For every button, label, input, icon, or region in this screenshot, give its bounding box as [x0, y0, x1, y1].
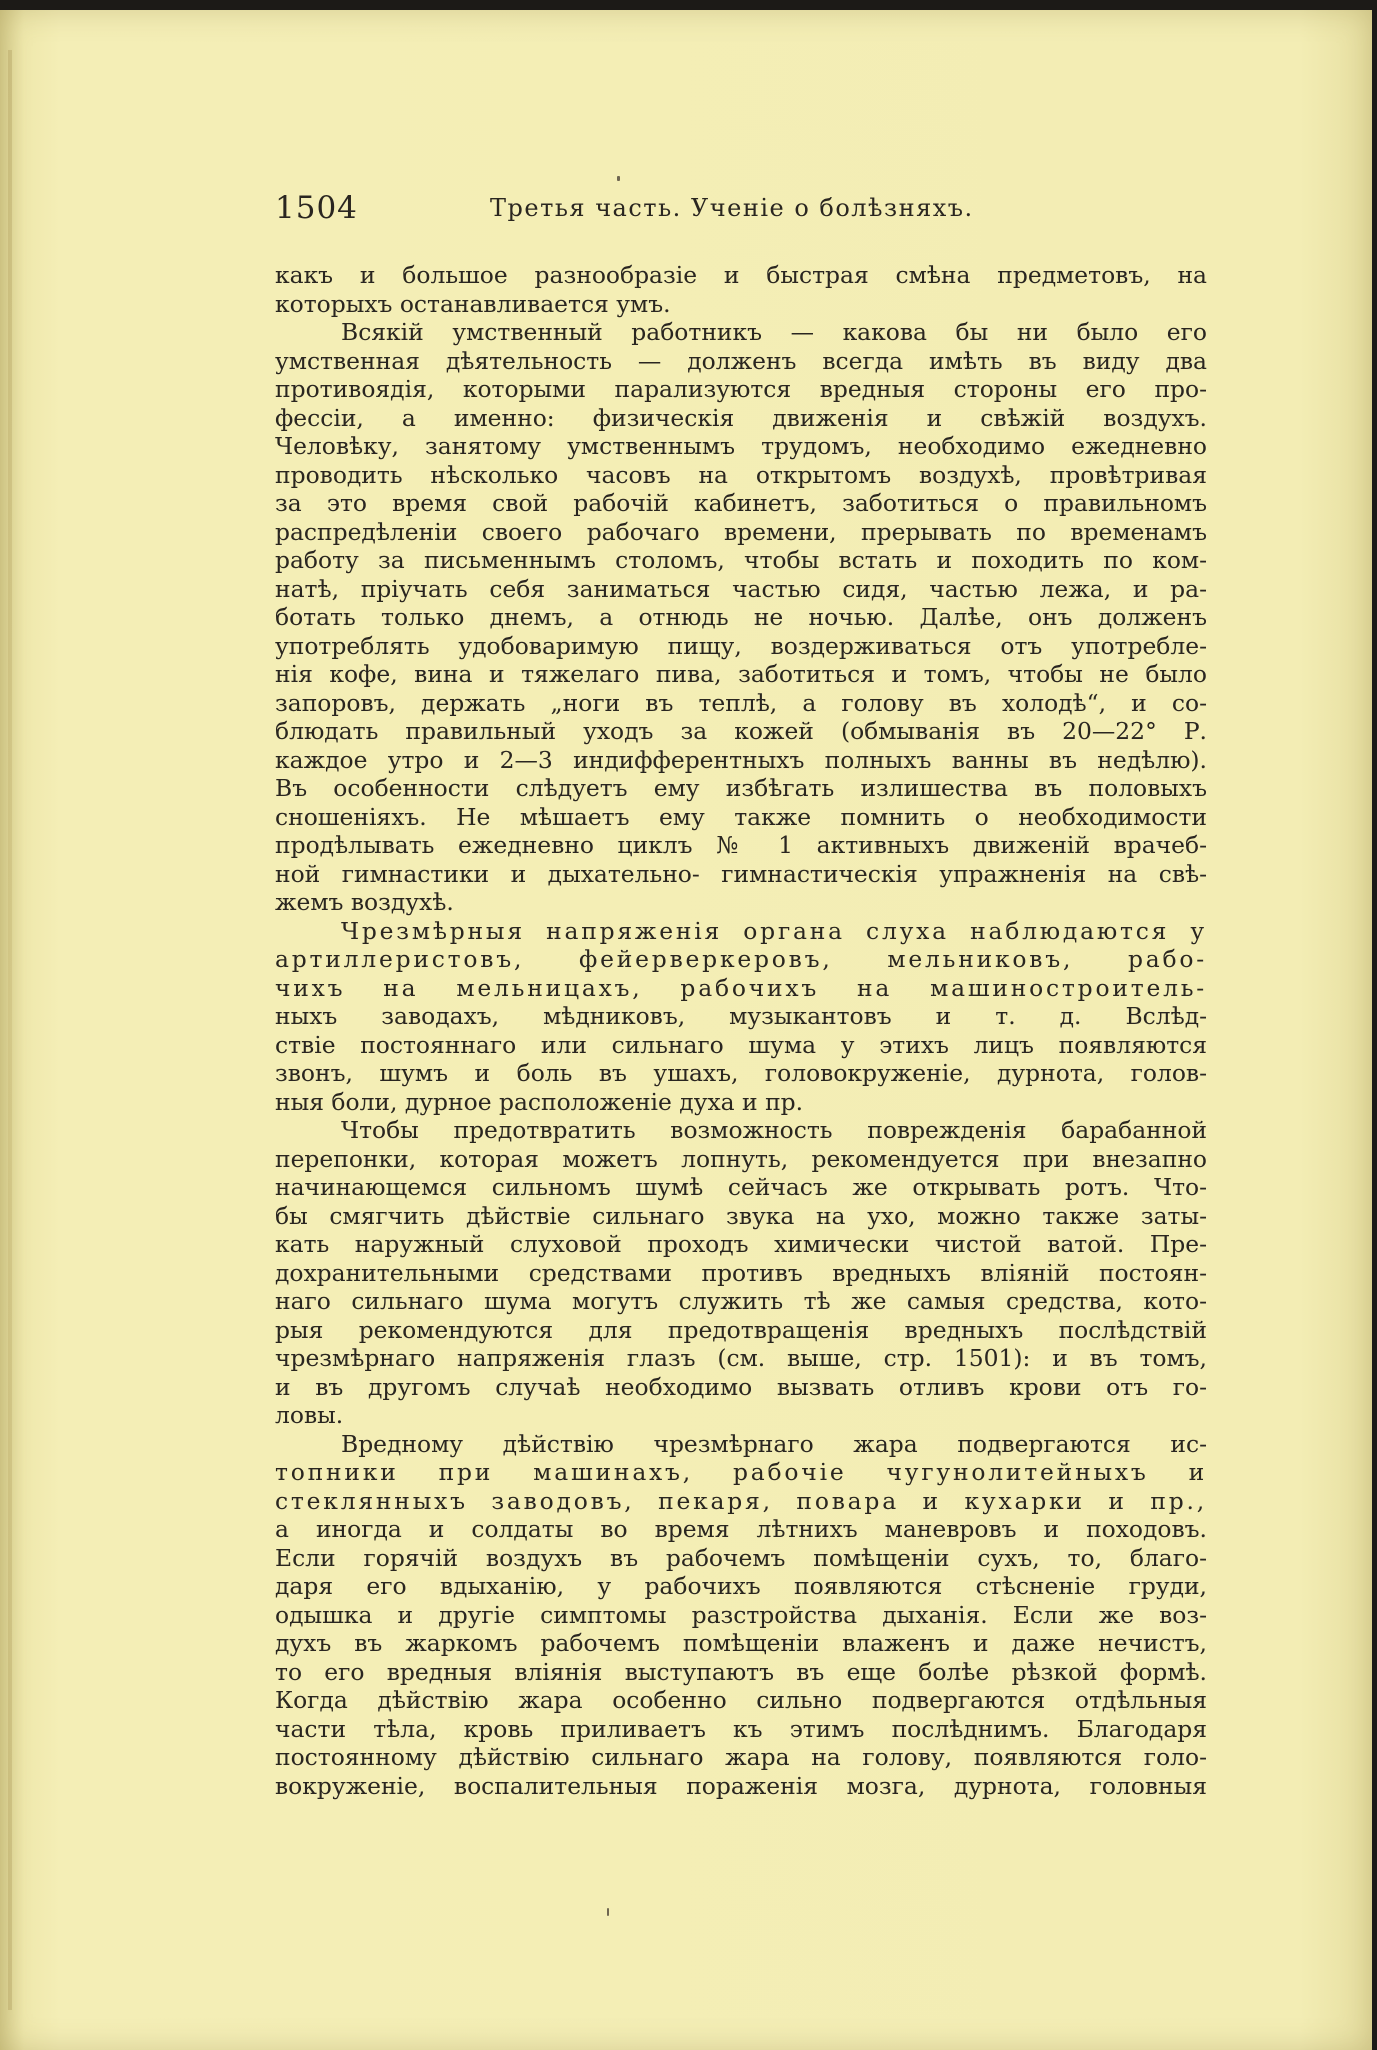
text-line: ботать только днемъ, а отнюдь не ночью. Далѣе, онъ долженъ — [275, 603, 1207, 631]
text-line: артиллеристовъ, фейерверкеровъ, мельниковъ, рабо- — [275, 945, 1207, 973]
text-line: дохранительными средствами противъ вредныхъ вліяній постоян- — [275, 1258, 1207, 1287]
text-line: рыя рекомендуются для предотвращенія вредныхъ послѣдствій — [275, 1315, 1207, 1344]
text-line: даря его вдыханію, у рабочихъ появляются стѣсненіе груди, — [275, 1572, 1207, 1600]
text-line: работу за письменнымъ столомъ, чтобы встать и походить по ком- — [275, 546, 1207, 574]
text-line: Въ особенности слѣдуетъ ему избѣгать излишества въ половыхъ — [275, 774, 1207, 802]
text-line: бы смягчить дѣйствіе сильнаго звука на ухо, можно также заты- — [275, 1201, 1207, 1230]
text-line: наго сильнаго шума могутъ служить тѣ же самыя средства, кото- — [275, 1287, 1207, 1315]
text-line: жемъ воздухѣ. — [275, 888, 454, 916]
paragraph — [275, 1116, 1207, 1430]
text-line: натѣ, пріучать себя заниматься частью сидя, частью лежа, и ра- — [275, 574, 1207, 603]
text-line: перепонки, которая можетъ лопнуть, рекомендуется при внезапно — [275, 1144, 1207, 1173]
text-line: противоядія, которыми парализуются вредныя стороны его про- — [275, 375, 1207, 403]
page-number: 1504 — [275, 190, 358, 226]
text-line: ной гимнастики и дыхательно- гимнастическія упражненія на свѣ- — [275, 859, 1207, 888]
text-line: нія кофе, вина и тяжелаго пива, заботиться и томъ, чтобы не было — [275, 660, 1207, 688]
text-line: ствіе постояннаго или сильнаго шума у этихъ лицъ появляются — [275, 1030, 1207, 1059]
text-line: Когда дѣйствію жара особенно сильно подвергаются отдѣльныя — [275, 1686, 1207, 1714]
text-line: кать наружный слуховой проходъ химически чистой ватой. Пре- — [275, 1230, 1207, 1258]
paragraph — [275, 917, 1207, 1117]
text-line: ныя боли, дурное расположеніе духа и пр. — [275, 1087, 804, 1116]
text-line: а иногда и солдаты во время лѣтнихъ маневровъ и походовъ. — [275, 1515, 1207, 1543]
text-line: блюдать правильный уходъ за кожей (обмыванія въ 20—22° Р. — [275, 717, 1207, 745]
text-line: фессіи, а именно: физическія движенія и свѣжій воздухъ. — [275, 403, 1207, 432]
text-line: употреблять удобоваримую пищу, воздерживаться отъ употребле- — [275, 631, 1207, 660]
text-line: умственная дѣятельность — долженъ всегда имѣть въ виду два — [275, 346, 1207, 375]
paragraph — [275, 1430, 1207, 1801]
text-line: чрезмѣрнаго напряженія глазъ (см. выше, стр. 1501): и въ томъ, — [275, 1344, 1207, 1372]
text-line: части тѣла, кровь приливаетъ къ этимъ послѣднимъ. Благодаря — [275, 1714, 1207, 1743]
text-line: чихъ на мельницахъ, рабочихъ на машиностроитель- — [275, 973, 1207, 1002]
text-line: Чрезмѣрныя напряженія органа слуха наблюдаются у — [341, 916, 1207, 945]
text-line: распредѣленіи своего рабочаго времени, прерывать по временамъ — [275, 517, 1207, 546]
text-line: ныхъ заводахъ, мѣдниковъ, музыкантовъ и т. д. Вслѣд- — [275, 1002, 1207, 1030]
text-line: вокруженіе, воспалительныя пораженія мозга, дурнота, головныя — [275, 1771, 1207, 1800]
page-spine-shadow — [8, 50, 12, 2010]
paragraph — [275, 261, 1207, 318]
text-line: Если горячій воздухъ въ рабочемъ помѣщеніи сухъ, то, благо- — [275, 1543, 1207, 1572]
text-line: стеклянныхъ заводовъ, пекаря, повара и кухарки и пр., — [275, 1486, 1207, 1515]
text-line: за это время свой рабочій кабинетъ, заботиться о правильномъ — [275, 489, 1207, 517]
ink-speck-top — [617, 176, 620, 181]
text-line: то его вредныя вліянія выступаютъ въ еще болѣе рѣзкой формѣ. — [275, 1657, 1207, 1686]
text-line: постоянному дѣйствію сильнаго жара на голову, появляются голо- — [275, 1743, 1207, 1771]
text-line: запоровъ, держать „ноги въ теплѣ, а голову въ холодѣ“, и со- — [275, 688, 1207, 717]
page-header — [275, 190, 1210, 240]
text-line: начинающемся сильномъ шумѣ сейчасъ же открывать ротъ. Что- — [275, 1173, 1207, 1201]
running-head: Третья часть. Ученіе о болѣзняхъ. — [490, 194, 974, 222]
text-line: сношеніяхъ. Не мѣшаетъ ему также помнить о необходимости — [275, 802, 1207, 831]
text-line: Всякій умственный работникъ — какова бы ни было его — [341, 318, 1207, 346]
text-line: Вредному дѣйствію чрезмѣрнаго жара подвергаются ис- — [341, 1429, 1207, 1458]
text-line: каждое утро и 2—3 индифферентныхъ полныхъ ванны въ недѣлю). — [275, 745, 1207, 774]
text-line: Чтобы предотвратить возможность поврежденія барабанной — [341, 1116, 1207, 1144]
text-line: проводить нѣсколько часовъ на открытомъ воздухѣ, провѣтривая — [275, 460, 1207, 489]
body-text — [275, 261, 1207, 1800]
text-line: которыхъ останавливается умъ. — [275, 289, 671, 318]
text-line: топники при машинахъ, рабочіе чугунолитейныхъ и — [275, 1458, 1207, 1486]
text-line: духъ въ жаркомъ рабочемъ помѣщеніи влаженъ и даже нечистъ, — [275, 1629, 1207, 1657]
text-line: и въ другомъ случаѣ необходимо вызвать отливъ крови отъ го- — [275, 1372, 1207, 1401]
text-line: одышка и другіе симптомы разстройства дыханія. Если же воз- — [275, 1600, 1207, 1629]
text-line: звонъ, шумъ и боль въ ушахъ, головокруженіе, дурнота, голов- — [275, 1059, 1207, 1087]
text-line: какъ и большое разнообразіе и быстрая смѣна предметовъ, на — [275, 261, 1207, 289]
text-line: продѣлывать ежедневно циклъ № 1 активныхъ движеній врачеб- — [275, 831, 1207, 859]
ink-speck-bottom — [607, 1908, 609, 1916]
text-line: ловы. — [275, 1401, 344, 1429]
text-line: Человѣку, занятому умственнымъ трудомъ, необходимо ежедневно — [275, 432, 1207, 460]
paragraph — [275, 318, 1207, 917]
